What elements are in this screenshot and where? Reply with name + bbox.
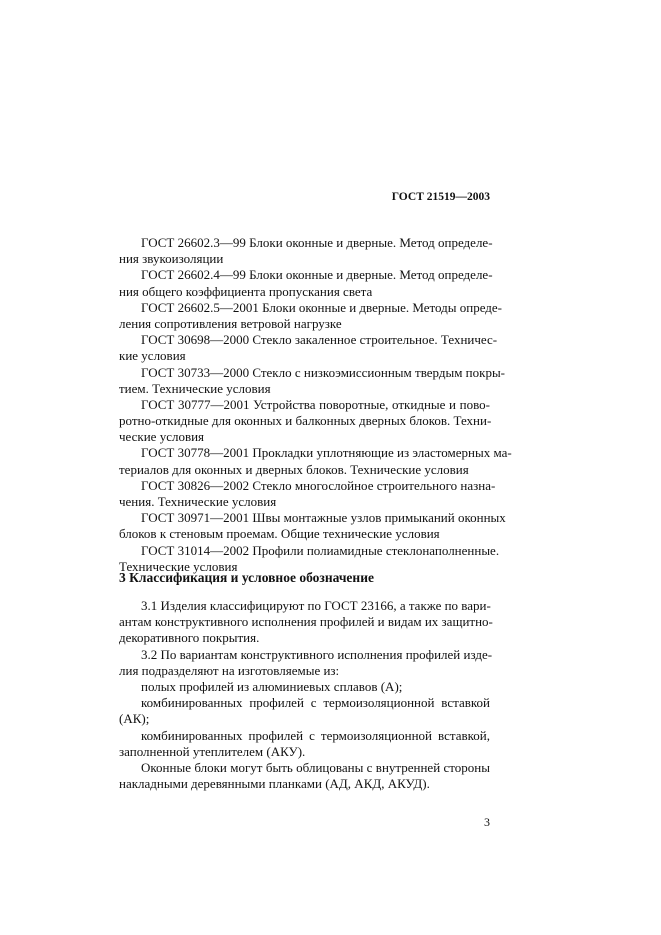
text-line: лия подразделяют на изготовляемые из:: [119, 662, 340, 678]
text-line: (АК);: [119, 711, 150, 727]
text-line: комбинированных профилей с термоизоляционной вставкой,: [141, 727, 490, 743]
text-line: ГОСТ 30777—2001 Устройства поворотные, откидные и пово-: [141, 396, 490, 412]
section-heading: 3 Классификация и условное обозначение: [119, 570, 374, 585]
reference-item: [119, 445, 512, 477]
text-line: ГОСТ 30733—2000 Стекло с низкоэмиссионным твердым покры-: [141, 364, 506, 380]
text-line: 3.2 По вариантам конструктивного исполнения профилей изде-: [141, 646, 493, 662]
page-number: 3: [484, 815, 490, 829]
reference-item: [119, 299, 503, 332]
document-header: ГОСТ 21519—2003: [391, 191, 490, 203]
reference-item: [119, 477, 496, 510]
text-line: блоков к стеновым проемам. Общие технические условия: [119, 526, 440, 542]
reference-item: [119, 364, 506, 397]
reference-item: [119, 267, 493, 299]
text-line: ческие условия: [119, 429, 205, 445]
text-line: ГОСТ 26602.5—2001 Блоки оконные и дверные. Методы опреде-: [141, 299, 503, 315]
paragraph: [119, 646, 493, 679]
reference-item: [119, 332, 498, 364]
reference-item: [119, 510, 506, 542]
text-line: кие условия: [119, 348, 186, 364]
text-line: ния общего коэффициента пропускания света: [119, 283, 373, 299]
section-body: [119, 598, 493, 792]
text-line: ГОСТ 30778—2001 Прокладки уплотняющие из эластомерных ма-: [141, 445, 512, 461]
text-line: териалов для оконных и дверных блоков. Технические условия: [119, 461, 469, 477]
text-line: ГОСТ 30698—2000 Стекло закаленное строительное. Техничес-: [141, 332, 498, 348]
text-line: ГОСТ 31014—2002 Профили полиамидные стеклонаполненные.: [141, 542, 500, 558]
text-line: тием. Технические условия: [119, 380, 271, 396]
paragraph: [119, 760, 490, 792]
text-line: накладными деревянными планками (АД, АКД, АКУД).: [119, 776, 430, 792]
paragraph: [119, 695, 490, 727]
text-line: ления сопротивления ветровой нагрузке: [119, 315, 342, 331]
text-line: Оконные блоки могут быть облицованы с внутренней стороны: [141, 759, 490, 775]
paragraph: [119, 728, 490, 760]
text-line: полых профилей из алюминиевых сплавов (А);: [141, 678, 403, 694]
normative-references: [119, 235, 512, 575]
text-line: ния звукоизоляции: [119, 251, 224, 267]
paragraph: [119, 679, 490, 695]
paragraph: [119, 598, 493, 647]
text-line: ГОСТ 26602.4—99 Блоки оконные и дверные. Метод определе-: [141, 267, 493, 283]
text-line: заполненной утеплителем (АКУ).: [119, 743, 306, 759]
reference-item: [119, 235, 493, 267]
text-line: комбинированных профилей с термоизоляционной вставкой: [141, 695, 490, 711]
text-line: чения. Технические условия: [119, 494, 277, 509]
text-line: ГОСТ 26602.3—99 Блоки оконные и дверные. Метод определе-: [141, 235, 493, 250]
text-line: Технические условия: [119, 558, 238, 574]
text-line: ГОСТ 30826—2002 Стекло многослойное строительного назна-: [141, 477, 496, 493]
reference-item: [119, 397, 490, 446]
text-line: ГОСТ 30971—2001 Швы монтажные узлов примыканий оконных: [141, 510, 506, 526]
text-line: 3.1 Изделия классифицируют по ГОСТ 23166, а также по вари-: [141, 598, 491, 613]
text-line: декоративного покрытия.: [119, 630, 260, 646]
text-line: ротно-откидные для оконных и балконных дверных блоков. Техни-: [119, 413, 492, 429]
text-line: антам конструктивного исполнения профилей и видам их защитно-: [119, 614, 493, 630]
